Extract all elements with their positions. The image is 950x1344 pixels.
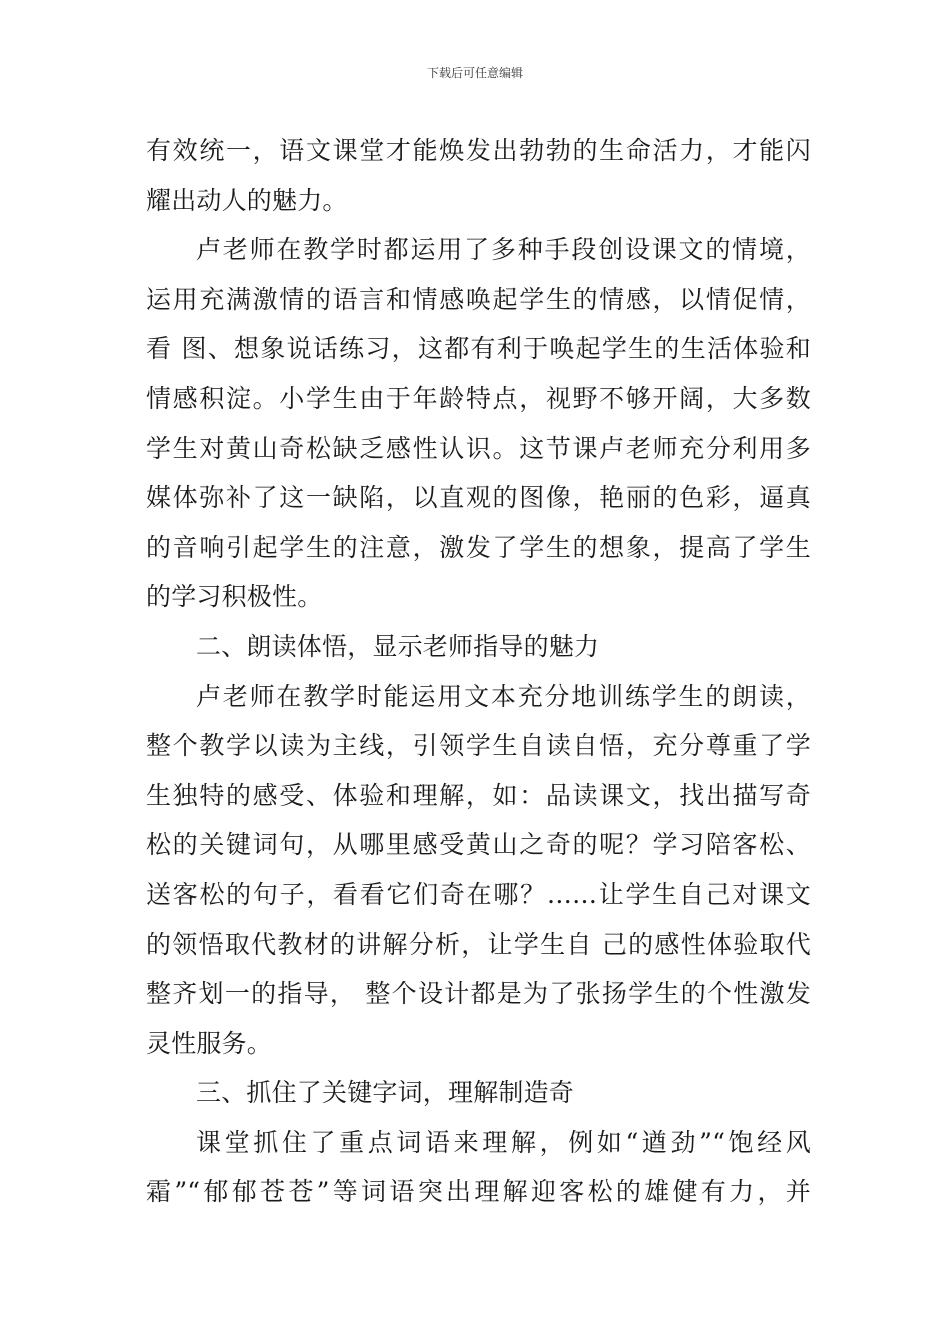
text-line: 生独特的感受、体验和理解，如：品读课文，找出描写奇 xyxy=(146,780,811,810)
document-body xyxy=(146,126,811,1217)
text-line: 整齐划一的指导， 整个设计都是为了张扬学生的个性激发 xyxy=(146,979,811,1009)
text-line: 运用充满激情的语言和情感唤起学生的情感，以情促情， xyxy=(146,284,811,314)
text-line: 灵性服务。 xyxy=(146,1028,273,1058)
text-line: 的学习积极性。 xyxy=(146,582,323,612)
text-line: 卢老师在教学时都运用了多种手段创设课文的情境， xyxy=(196,235,811,265)
text-line: 媒体弥补了这一缺陷，以直观的图像，艳丽的色彩，逼真 xyxy=(146,483,811,513)
text-line: 的领悟取代教材的讲解分析，让学生自 己的感性体验取代 xyxy=(146,929,811,959)
text-line: 卢老师在教学时能运用文本充分地训练学生的朗读， xyxy=(196,681,811,711)
text-line: 松的关键词句，从哪里感受黄山之奇的呢？学习陪客松、 xyxy=(146,830,811,860)
page-header: 下载后可任意编辑 xyxy=(426,66,523,80)
text-line: 的音响引起学生的注意，激发了学生的想象，提高了学生 xyxy=(146,532,811,562)
text-line: 整个教学以读为主线，引领学生自读自悟，充分尊重了学 xyxy=(146,731,811,761)
text-line: 有效统一，语文课堂才能焕发出勃勃的生命活力，才能闪 xyxy=(146,136,811,165)
text-line: 情感积淀。小学生由于年龄特点，视野不够开阔，大多数 xyxy=(146,383,811,413)
text-line: 二、朗读体悟，显示老师指导的魅力 xyxy=(196,631,600,661)
text-line: 送客松的句子，看看它们奇在哪？……让学生自己对课文 xyxy=(146,879,811,909)
text-line: 学生对黄山奇松缺乏感性认识。这节课卢老师充分利用多 xyxy=(146,433,811,463)
text-line: 看 图、想象说话练习，这都有利于唤起学生的生活体验和 xyxy=(146,334,811,364)
text-line: 耀出动人的魅力。 xyxy=(146,185,348,215)
text-line: 霜”“郁郁苍苍”等词语突出理解迎客松的雄健有力，并 xyxy=(146,1177,811,1207)
text-line: 三、抓住了关键字词，理解制造奇 xyxy=(196,1078,575,1108)
text-line: 课堂抓住了重点词语来理解，例如“遒劲”“饱经风 xyxy=(196,1127,811,1157)
